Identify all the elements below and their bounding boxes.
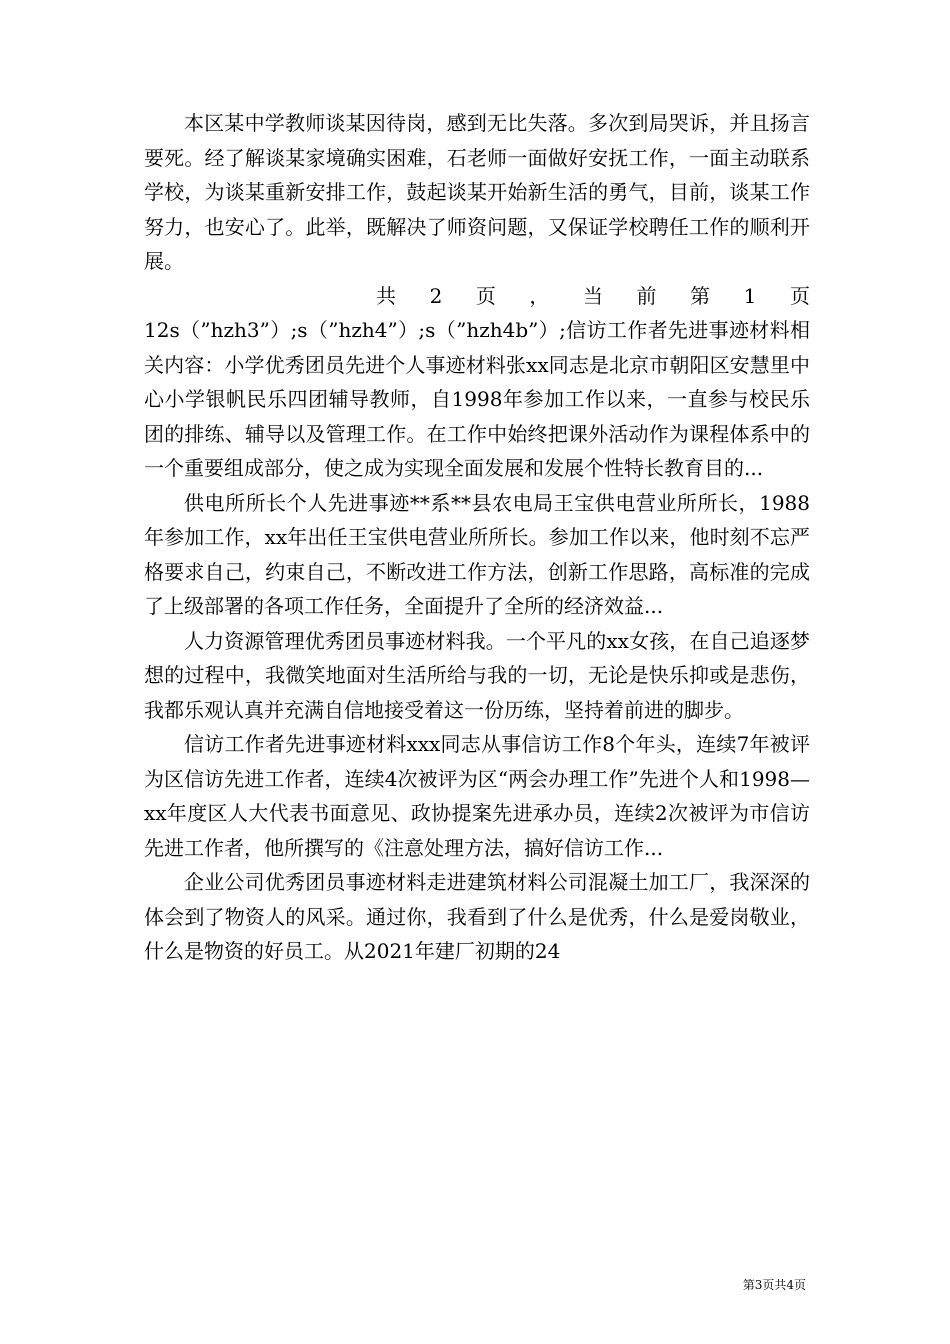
page-indicator-line: [144, 279, 810, 314]
document-body: [144, 106, 810, 969]
pager-token: 前: [636, 283, 657, 308]
page-footer: 第3页共4页: [742, 1278, 806, 1292]
pager-token: 共: [376, 283, 396, 308]
pager-token: 2: [429, 283, 443, 308]
paragraph-power-station: 供电所所长个人先进事迹**系**县农电局王宝供电营业所所长，1988年参加工作，xx年出任王宝供电营业所所长。参加工作以来，他时刻不忘严格要求自己，约束自己，不断改进工作方法，创新工作思路，高标准的完成了上级部署的各项工作任务，全面提升了全所的经济效益...: [144, 490, 810, 618]
paragraph-enterprise-member: 企业公司优秀团员事迹材料走进建筑材料公司混凝土加工厂，我深深的体会到了物资人的风采。通过你，我看到了什么是优秀，什么是爱岗敬业，什么是物资的好员工。从2021年建厂初期的24: [144, 870, 810, 963]
paragraph-teacher-tan: 本区某中学教师谈某因待岗，感到无比失落。多次到局哭诉，并且扬言要死。经了解谈某家境确实困难，石老师一面做好安抚工作，一面主动联系学校，为谈某重新安排工作，鼓起谈某开始新生活的勇气，目前，谈某工作努力，也安心了。此举，既解决了师资问题，又保证学校聘任工作的顺利开展。: [144, 111, 810, 273]
paragraph-hr-member: 人力资源管理优秀团员事迹材料我。一个平凡的xx女孩，在自己追逐梦想的过程中，我微笑地面对生活所给与我的一切，无论是快乐抑或是悲伤，我都乐观认真并充满自信地接受着这一份历练，坚持着前进的脚步。: [144, 628, 810, 722]
pager-token: 页: [789, 283, 810, 308]
pager-token: 第: [690, 283, 711, 308]
pager-token: ，: [529, 283, 550, 308]
paragraph-petition-worker: 信访工作者先进事迹材料xxx同志从事信访工作8个年头，连续7年被评为区信访先进工作者，连续4次被评为区“两会办理工作”先进个人和1998—xx年度区人大代表书面意见、政协提案先进承办员，连续2次被评为市信访先进工作者，他所撰写的《注意处理方法，搞好信访工作...: [144, 732, 810, 860]
paragraph-related-content: 12s（”hzh3”）;s（”hzh4”）;s（”hzh4b”）;信访工作者先进事迹材料相关内容：小学优秀团员先进个人事迹材料张xx同志是北京市朝阳区安慧里中心小学银帆民乐四团辅导教师，自1998年参加工作以来，一直参与校民乐团的排练、辅导以及管理工作。在工作中始终把课外活动作为课程体系中的一个重要组成部分，使之成为实现全面发展和发展个性特长教育目的...: [144, 318, 810, 480]
pager-token: 1: [743, 283, 757, 308]
pager-token: 当: [582, 283, 603, 308]
pager-token: 页: [475, 283, 496, 308]
